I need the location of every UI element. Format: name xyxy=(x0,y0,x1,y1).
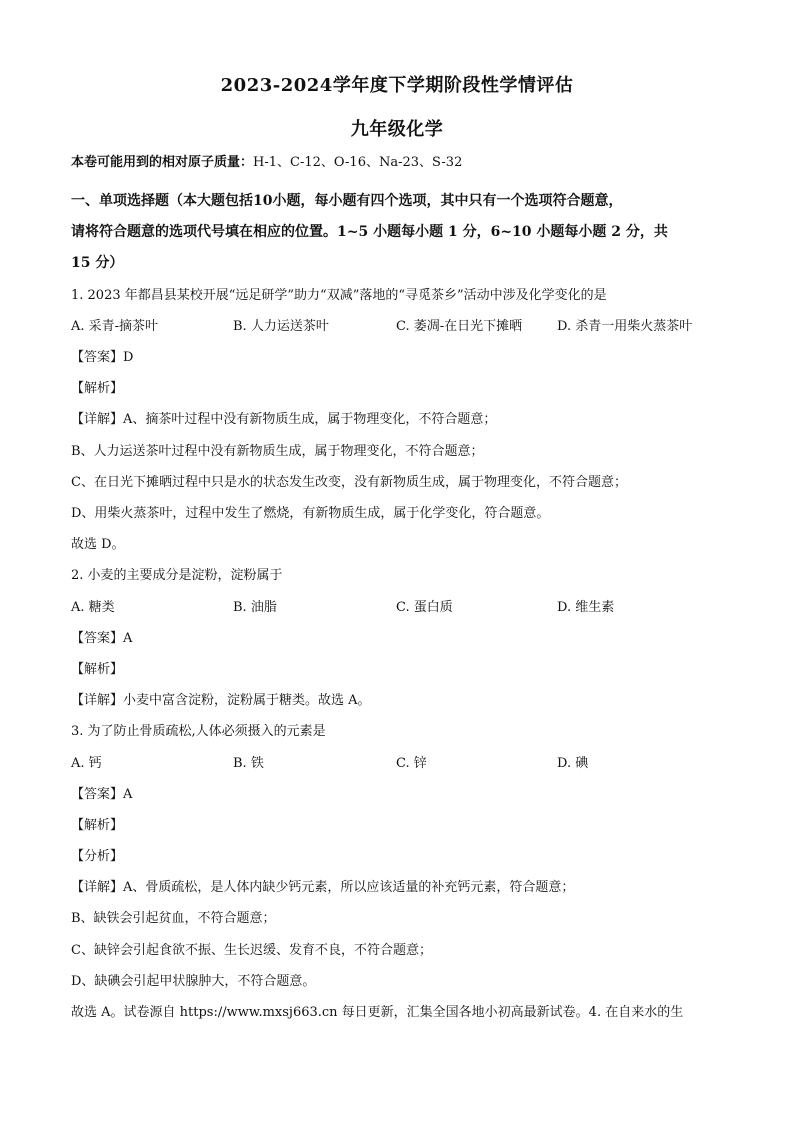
q1-detail-2: B、人力运送茶叶过程中没有新物质生成，属于物理变化，不符合题意； xyxy=(71,444,484,459)
q2-answer: 【答案】A xyxy=(71,631,133,646)
q3-option-b: B. 铁 xyxy=(233,756,264,771)
q2-option-a: A. 糖类 xyxy=(71,600,115,615)
q3-detail-1: 【详解】A、骨质疏松，是人体内缺少钙元素，所以应该适量的补充钙元素，符合题意； xyxy=(71,880,575,895)
q2-option-c: C. 蛋白质 xyxy=(396,600,453,615)
atomic-mass-label: 本卷可能用到的相对原子质量： xyxy=(71,155,254,170)
q3-detail-2: B、缺铁会引起贫血，不符合题意； xyxy=(71,911,276,926)
q2-analysis-label: 【解析】 xyxy=(71,662,124,677)
q1-answer: 【答案】D xyxy=(71,350,134,365)
atomic-mass-values: H-1、C-12、O-16、Na-23、S-32 xyxy=(253,155,463,170)
q3-stem: 3. 为了防止骨质疏松,人体必须摄入的元素是 xyxy=(71,724,326,739)
page-subtitle: 九年级化学 xyxy=(350,119,444,140)
q1-option-c: C. 萎凋-在日光下摊晒 xyxy=(396,319,523,334)
q1-option-a: A. 采青-摘茶叶 xyxy=(71,319,159,334)
q1-option-b: B. 人力运送茶叶 xyxy=(233,319,329,334)
section-heading-line2: 请将符合题意的选项代号填在相应的位置。1~5 小题每小题 1 分，6~10 小题每小题 2 分，共 xyxy=(71,224,668,240)
q1-detail-1: 【详解】A、摘茶叶过程中没有新物质生成，属于物理变化，不符合题意； xyxy=(71,412,497,427)
q1-option-d: D. 杀青一用柴火蒸茶叶 xyxy=(557,319,693,334)
q2-stem: 2. 小麦的主要成分是淀粉，淀粉属于 xyxy=(71,568,283,583)
q1-detail-3: C、在日光下摊晒过程中只是水的状态发生改变，没有新物质生成，属于物理变化，不符合题意； xyxy=(71,475,627,490)
q2-detail-1: 【详解】小麦中富含淀粉，淀粉属于糖类。故选 A。 xyxy=(71,693,371,708)
q2-option-b: B. 油脂 xyxy=(233,600,277,615)
q3-fenxi-label: 【分析】 xyxy=(71,849,124,864)
q2-option-d: D. 维生素 xyxy=(557,600,615,615)
q3-detail-3: C、缺锌会引起食欲不振、生长迟缓、发育不良，不符合题意； xyxy=(71,943,432,958)
section-heading-line1: 一、单项选择题（本大题包括10小题，每小题有四个选项，其中只有一个选项符合题意， xyxy=(71,193,623,209)
q1-conclusion: 故选 D。 xyxy=(71,537,125,552)
q1-analysis-label: 【解析】 xyxy=(71,381,124,396)
q3-option-c: C. 锌 xyxy=(396,756,427,771)
q3-answer: 【答案】A xyxy=(71,787,133,802)
q3-option-d: D. 碘 xyxy=(557,756,589,771)
atomic-mass-line xyxy=(71,154,731,172)
section-heading-line3: 15 分） xyxy=(71,255,124,271)
page-title: 2023-2024学年度下学期阶段性学情评估 xyxy=(220,75,574,96)
q1-detail-4: D、用柴火蒸茶叶，过程中发生了燃烧，有新物质生成，属于化学变化，符合题意。 xyxy=(71,506,550,521)
q3-conclusion-with-source: 故选 A。试卷源自 https://www.mxsj663.cn 每日更新，汇集全国各地小初高最新试卷。4. 在自来水的生 xyxy=(71,1005,684,1020)
q1-stem: 1. 2023 年都昌县某校开展“远足研学”助力“双减”落地的“寻觅茶乡”活动中涉及化学变化的是 xyxy=(71,288,607,303)
q3-detail-4: D、缺碘会引起甲状腺肿大，不符合题意。 xyxy=(71,974,316,989)
q3-analysis-label: 【解析】 xyxy=(71,818,124,833)
q3-option-a: A. 钙 xyxy=(71,756,102,771)
